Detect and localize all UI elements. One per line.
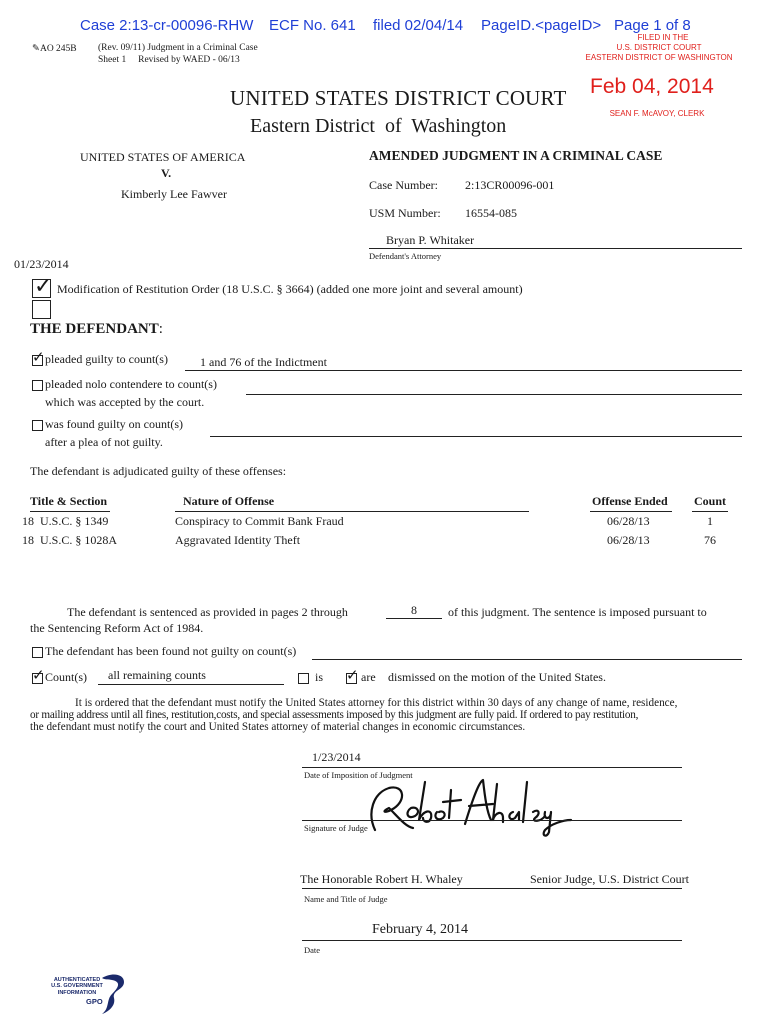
offenses-intro: The defendant is adjudicated guilty of these offenses:: [30, 464, 287, 478]
judge-line: [302, 888, 682, 889]
pleaded-guilty-value: 1 and 76 of the Indictment: [200, 355, 327, 369]
header-count: Count: [694, 494, 727, 508]
dismissed-text: dismissed on the motion of the United States.: [388, 670, 606, 684]
pleaded-guilty-label: pleaded guilty to count(s): [45, 352, 168, 366]
stamp-filed-line: FILED IN THE: [637, 33, 689, 42]
stamp-district-line: EASTERN DISTRICT OF WASHINGTON: [585, 53, 733, 62]
court-district: Eastern District of Washington: [250, 115, 507, 137]
found-guilty-checkbox[interactable]: [32, 420, 43, 431]
nolo-sub: which was accepted by the court.: [45, 395, 205, 409]
offense-count: 76: [704, 533, 716, 547]
judge-name: The Honorable Robert H. Whaley: [300, 872, 463, 886]
is-checkbox[interactable]: [298, 673, 309, 684]
checkmark-icon: ✓: [32, 666, 45, 684]
header-title-section: Title & Section: [30, 494, 108, 508]
case-number-label: Case Number:: [369, 178, 438, 192]
imposition-label: Date of Imposition of Judgment: [304, 770, 413, 780]
pleaded-guilty-checkbox[interactable]: [32, 348, 45, 366]
checkmark-icon: ✓: [346, 666, 359, 684]
found-guilty-sub: after a plea of not guilty.: [45, 435, 163, 449]
plaintiff: UNITED STATES OF AMERICA: [80, 150, 246, 164]
offense-title: 18 U.S.C. § 1349: [22, 514, 109, 528]
imposition-date: 1/23/2014: [312, 750, 361, 764]
signed-date: February 4, 2014: [372, 922, 469, 937]
counts-label: Count(s): [45, 670, 87, 684]
page-count: Page 1 of 8: [614, 17, 691, 34]
offense-count: 1: [707, 514, 713, 528]
nolo-label: pleaded nolo contendere to count(s): [45, 377, 217, 391]
counts-line: [98, 684, 284, 685]
checkmark-icon: ✓: [32, 348, 45, 366]
are-label: are: [361, 670, 376, 684]
stamp-court-line: U.S. DISTRICT COURT: [616, 43, 702, 52]
pleaded-guilty-line: [185, 370, 742, 371]
defendant-heading: THE DEFENDANT:: [30, 321, 163, 337]
sentence-text-c: the Sentencing Reform Act of 1984.: [30, 621, 204, 635]
notice-line-2: or mailing address until all fines, restitution,costs, and special assessments imposed by this judgment are fully paid. If ordered to pay restitution,: [30, 709, 639, 721]
form-sheet: Sheet 1 Revised by WAED - 06/13: [98, 55, 240, 65]
name-title-label: Name and Title of Judge: [304, 894, 388, 904]
date-line: [302, 940, 682, 941]
eagle-icon: [98, 972, 128, 1016]
form-code: ✎AO 245B: [32, 44, 77, 54]
header-offense-ended: Offense Ended: [592, 494, 668, 508]
judge-title: Senior Judge, U.S. District Court: [530, 872, 689, 886]
attorney-label: Defendant's Attorney: [369, 251, 442, 261]
filed-date: filed 02/04/14: [373, 17, 464, 34]
header-underline: [692, 511, 728, 512]
header-nature: Nature of Offense: [183, 494, 275, 508]
header-underline: [30, 511, 110, 512]
case-number-value: 2:13CR00096-001: [465, 178, 555, 192]
offense-ended: 06/28/13: [607, 533, 650, 547]
not-guilty-checkbox[interactable]: [32, 647, 43, 658]
modification-text: Modification of Restitution Order (18 U.S.C. § 3664) (added one more joint and several amount): [57, 282, 523, 296]
notice-line-1: It is ordered that the defendant must notify the United States attorney for this district within 30 days of any change of name, residence,: [75, 697, 678, 709]
defendant-name: Kimberly Lee Fawver: [121, 187, 227, 201]
stamp-clerk: SEAN F. McAVOY, CLERK: [609, 109, 705, 118]
page-id: PageID.<pageID>: [481, 17, 602, 34]
judgment-title: AMENDED JUDGMENT IN A CRIMINAL CASE: [369, 148, 663, 163]
modification-checkbox[interactable]: [32, 274, 53, 299]
usm-label: USM Number:: [369, 206, 441, 220]
versus: V.: [161, 166, 172, 180]
attorney-line: [369, 248, 742, 249]
offense-nature: Aggravated Identity Theft: [175, 533, 301, 547]
header-underline: [175, 511, 529, 512]
counts-value: all remaining counts: [108, 668, 206, 682]
not-guilty-label: The defendant has been found not guilty on count(s): [45, 644, 297, 658]
original-judgment-date: 01/23/2014: [14, 257, 69, 271]
court-name: UNITED STATES DISTRICT COURT: [230, 86, 567, 110]
gpo-authentication-logo: AUTHENTICATED U.S. GOVERNMENT INFORMATION: [51, 977, 103, 996]
counts-checkbox[interactable]: [32, 666, 45, 684]
signature-label: Signature of Judge: [304, 823, 368, 833]
case-number-header: Case 2:13-cr-00096-RHW: [80, 17, 254, 34]
offense-ended: 06/28/13: [607, 514, 650, 528]
sentence-text-b: of this judgment. The sentence is imposed pursuant to: [448, 605, 707, 619]
found-guilty-label: was found guilty on count(s): [45, 417, 183, 431]
sentence-pages: 8: [411, 603, 417, 617]
offense-title: 18 U.S.C. § 1028A: [22, 533, 118, 547]
judge-signature-image: [345, 768, 575, 838]
nolo-line: [246, 394, 742, 395]
not-guilty-line: [312, 659, 742, 660]
is-label: is: [315, 670, 324, 684]
header-underline: [590, 511, 672, 512]
ecf-number: ECF No. 641: [269, 17, 356, 34]
found-guilty-line: [210, 436, 742, 437]
checkmark-icon: ✓: [34, 274, 53, 299]
attorney-name: Bryan P. Whitaker: [386, 233, 475, 247]
signature-line: [302, 820, 682, 821]
usm-value: 16554-085: [465, 206, 517, 220]
offense-nature: Conspiracy to Commit Bank Fraud: [175, 514, 344, 528]
form-revision: (Rev. 09/11) Judgment in a Criminal Case: [98, 43, 258, 53]
pages-line: [386, 618, 442, 619]
sentence-text-a: The defendant is sentenced as provided in pages 2 through: [67, 605, 348, 619]
nolo-checkbox[interactable]: [32, 380, 43, 391]
stamp-date: Feb 04, 2014: [590, 75, 714, 98]
notice-line-3: the defendant must notify the court and United States attorney of material changes in economic circumstances.: [30, 721, 526, 733]
gpo-mark: GPO: [86, 997, 103, 1006]
empty-checkbox[interactable]: [32, 300, 51, 319]
date-label: Date: [304, 945, 321, 955]
are-checkbox[interactable]: [346, 666, 359, 684]
